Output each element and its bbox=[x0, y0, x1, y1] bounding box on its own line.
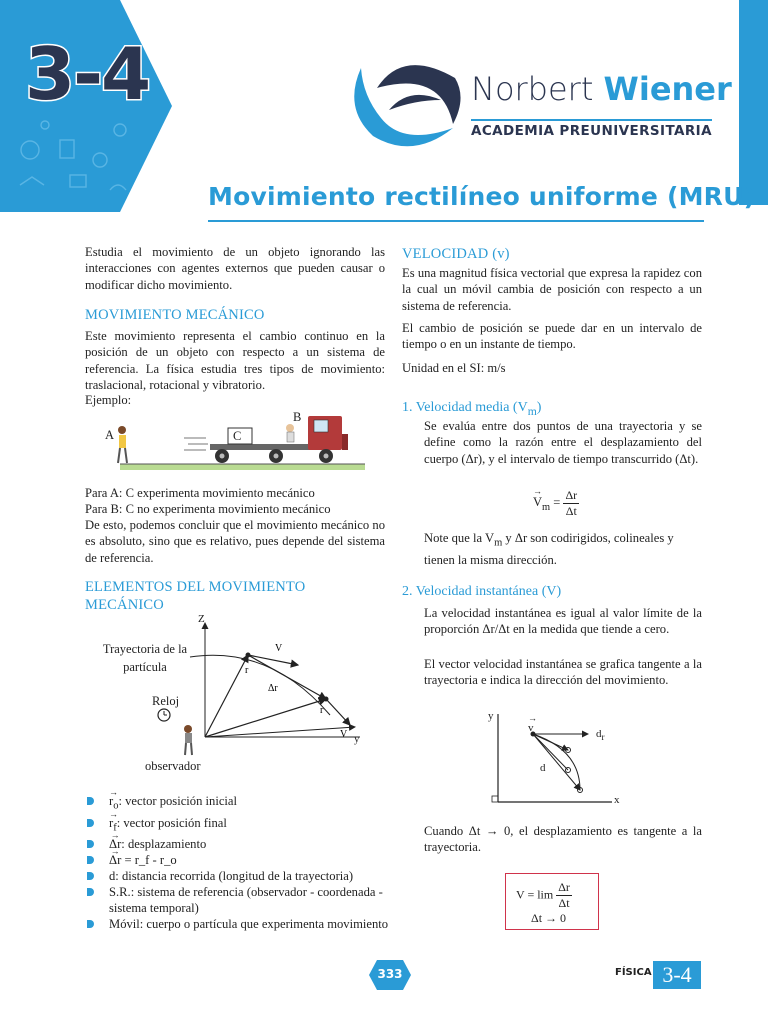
svg-text:V: V bbox=[340, 729, 348, 740]
list-item bbox=[85, 916, 390, 932]
fig-label-a: A bbox=[105, 428, 115, 442]
para-a: Para A: C experimenta movimiento mecánico bbox=[85, 486, 315, 500]
bullet-text: d: distancia recorrida (longitud de la trayectoria) bbox=[109, 869, 354, 884]
para-b: Para B: C no experimenta movimiento mecánico bbox=[85, 502, 331, 516]
svg-text:r: r bbox=[245, 665, 249, 676]
page-number: 333 bbox=[377, 967, 403, 981]
svg-text:V: V bbox=[275, 643, 283, 654]
fig-y-label: y bbox=[354, 733, 360, 745]
list-item bbox=[85, 815, 390, 837]
note-rest: y Δr son codirigidos, colineales y tienen la misma dirección. bbox=[424, 531, 674, 567]
limit-condition: Δt → 0 bbox=[531, 911, 567, 925]
edge-bar bbox=[739, 0, 768, 205]
elementos-heading: ELEMENTOS DEL MOVIMIENTO MECÁNICO bbox=[85, 579, 306, 613]
bullet-sub: f bbox=[113, 822, 117, 834]
logo-name-light: Norbert bbox=[471, 70, 604, 108]
bullet-symbol: → Δr bbox=[109, 836, 121, 852]
bullet-sub: o bbox=[113, 800, 119, 812]
media-note bbox=[424, 530, 702, 568]
person-a-icon bbox=[118, 426, 127, 463]
mov-mecanico-heading: MOVIMIENTO MECÁNICO bbox=[85, 307, 265, 323]
logo-emblem-icon bbox=[343, 48, 473, 148]
formula-den: Δt bbox=[565, 504, 577, 518]
title-underline bbox=[208, 220, 704, 222]
note-sub: m bbox=[494, 537, 503, 549]
bullet-symbol: → r bbox=[109, 815, 113, 831]
cuando-text: Cuando Δt → 0, el desplazamiento es tangente a la trayectoria. bbox=[424, 824, 702, 855]
graph-dr-sub: r bbox=[601, 732, 605, 743]
bullet-text: S.R.: sistema de referencia (observador - coordenada - sistema temporal) bbox=[109, 885, 383, 916]
intro-text: Estudia el movimiento de un objeto ignorando las interacciones con agentes externos que pueden causar o modificar dicho movimiento. bbox=[85, 245, 385, 292]
formula-num: Δr bbox=[565, 488, 578, 502]
graph-dr-text: d bbox=[596, 728, 602, 740]
bullet-text: = r_f - r_o bbox=[121, 853, 177, 868]
bullet-symbol: → r bbox=[109, 793, 113, 809]
mov-mecanico-text: Este movimiento representa el cambio continuo en la posición de un objeto con respecto a un sistema de referencia. La física estudia tres tipos de movimiento: traslacional, rotacional y vibratorio. bbox=[85, 329, 385, 393]
chapter-banner bbox=[0, 0, 175, 212]
limit-formula-box bbox=[505, 873, 599, 930]
velocidad-heading: VELOCIDAD (v) bbox=[402, 246, 510, 262]
instant-velocity-graph bbox=[488, 710, 628, 810]
fig-observador-label: observador bbox=[145, 759, 201, 773]
observer-icon bbox=[184, 725, 192, 755]
logo-name-bold: Wiener bbox=[603, 70, 732, 108]
instantanea-p1: La velocidad instantánea es igual al valor límite de la proporción Δr/Δt en la medida que tiende a cero. bbox=[424, 606, 702, 637]
fig-z-label: Z bbox=[198, 613, 205, 625]
instantanea-heading: 2. Velocidad instantánea (V) bbox=[402, 584, 562, 599]
page-title: Movimiento rectilíneo uniforme (MRU) bbox=[208, 182, 756, 211]
bullet-text: : vector posición final bbox=[116, 815, 227, 830]
list-item bbox=[85, 868, 390, 884]
list-item bbox=[85, 852, 390, 868]
graph-y-label: y bbox=[488, 710, 494, 722]
logo bbox=[343, 48, 732, 148]
footer-subject: FÍSICA bbox=[615, 967, 652, 978]
media-heading: 1. Velocidad media $(V_m)$ bbox=[402, 400, 542, 418]
velocidad-p2: El cambio de posición se puede dar en un intervalo de tiempo o en un instante de tiempo. bbox=[402, 321, 702, 352]
example-label: Ejemplo: bbox=[85, 393, 132, 407]
limit-num: Δr bbox=[558, 880, 570, 894]
unidad-si: Unidad en el SI: m/s bbox=[402, 361, 506, 375]
bullet-symbol: → Δr bbox=[109, 852, 121, 868]
bullet-text: Móvil: cuerpo o partícula que experimenta movimiento bbox=[109, 917, 389, 932]
footer-code: 3-4 bbox=[653, 961, 701, 989]
list-item bbox=[85, 793, 390, 815]
conclusion-text: De esto, podemos concluir que el movimiento mecánico no es absoluto, sino que es relativo, pues depende del sistema de referencia. bbox=[85, 518, 385, 565]
instantanea-p2: El vector velocidad instantánea se grafica tangente a la trayectoria e indica la dirección del movimiento. bbox=[424, 657, 702, 688]
svg-text:Δr: Δr bbox=[268, 683, 278, 694]
formula-lhs: → V bbox=[533, 495, 542, 510]
fig-label-b: B bbox=[293, 410, 302, 424]
list-item bbox=[85, 884, 390, 916]
svg-text:r: r bbox=[320, 705, 324, 716]
bullet-text: : vector posición inicial bbox=[118, 794, 238, 808]
graph-d-label: d bbox=[540, 762, 546, 774]
media-formula: → $V_m$ = $\frac{\Delta r}{\Delta t}$ bbox=[533, 488, 579, 519]
elements-diagram bbox=[150, 615, 420, 765]
limit-lhs: V = lim bbox=[516, 887, 554, 902]
media-heading-text: 1. Velocidad media (V bbox=[402, 400, 528, 415]
limit-den: Δt bbox=[558, 896, 570, 910]
bullet-text: : desplazamiento bbox=[121, 837, 207, 852]
fig-reloj-label: Reloj bbox=[152, 694, 180, 708]
note-text: Note que la V bbox=[424, 531, 495, 545]
elements-list bbox=[85, 793, 390, 932]
graph-x-label: x bbox=[614, 794, 620, 806]
clock-icon bbox=[158, 709, 170, 721]
list-item bbox=[85, 836, 390, 852]
formula-sub: m bbox=[542, 501, 551, 513]
page-number-badge bbox=[369, 960, 411, 990]
fig-label-c: C bbox=[233, 429, 242, 443]
logo-subtitle: ACADEMIA PREUNIVERSITARIA bbox=[471, 119, 712, 139]
chapter-code: 3-4 bbox=[25, 32, 150, 116]
media-text: Se evalúa entre dos puntos de una trayectoria y se define como la razón entre el desplazamiento del cuerpo (Δr), y el intervalo de tiempo transcurrido (Δt). bbox=[424, 419, 702, 466]
graph-dr-label bbox=[596, 728, 605, 742]
media-heading-sub: m bbox=[527, 404, 537, 418]
fig-trayectoria-label: Trayectoria de la partícula bbox=[102, 642, 188, 674]
graph-v-label: → v bbox=[528, 722, 534, 734]
velocidad-p1: Es una magnitud física vectorial que expresa la rapidez con la cual un móvil cambia de posición con respecto a un sistema de referencia. bbox=[402, 266, 702, 313]
